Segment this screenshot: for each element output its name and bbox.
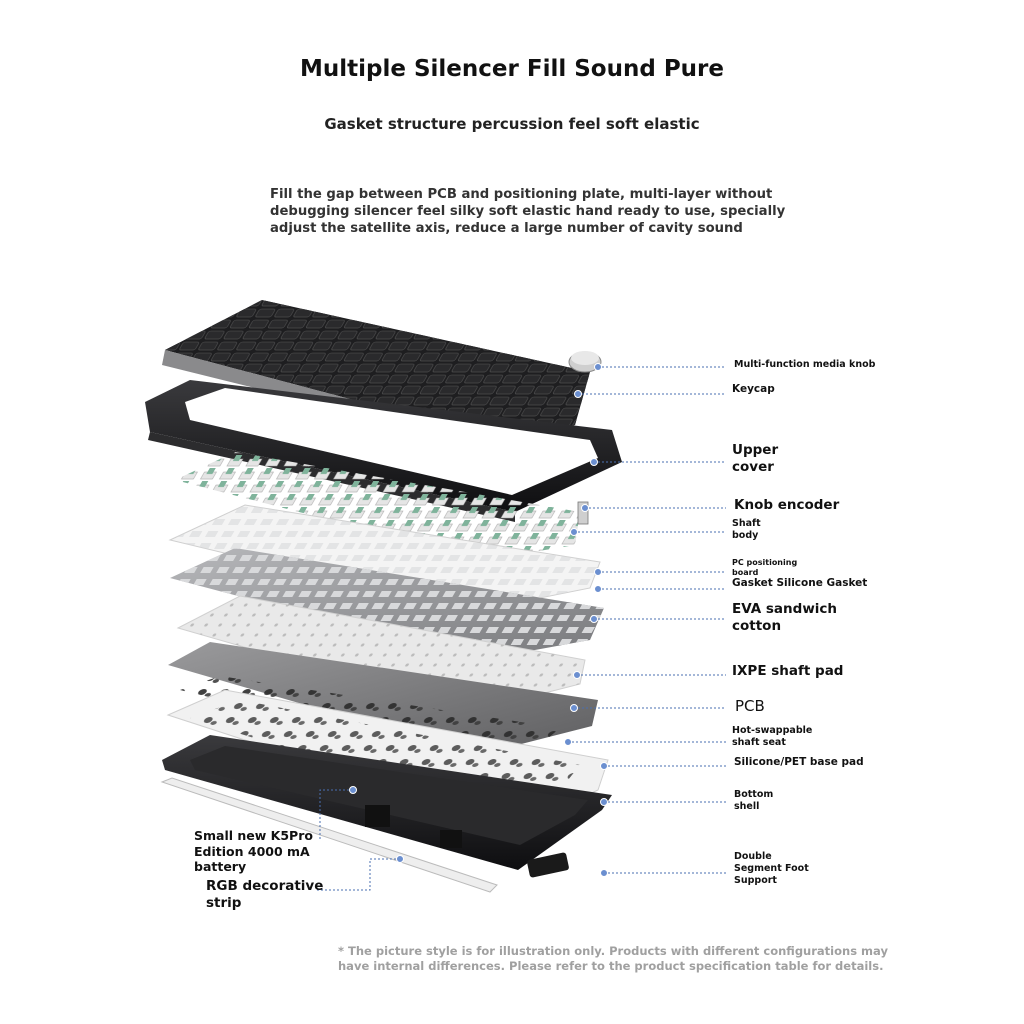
label-upper-cover — [732, 442, 778, 476]
description-line: adjust the satellite axis, reduce a large number of cavity sound — [270, 221, 743, 236]
label-line: battery — [194, 859, 247, 874]
label-line: cover — [732, 459, 774, 475]
label-rgb-decorative-strip — [206, 878, 323, 912]
footnote-line: * The picture style is for illustration only. Products with different configurations may — [338, 944, 888, 958]
label-line: Upper — [732, 442, 779, 458]
label-line: Edition 4000 mA — [194, 843, 310, 859]
label-multi-function-media-knob: Multi-function media knob — [734, 359, 876, 370]
page-title: Multiple Silencer Fill Sound Pure — [300, 56, 724, 82]
label-keycap: Keycap — [732, 383, 775, 395]
description-line: Fill the gap between PCB and positioning plate, multi-layer without — [270, 187, 773, 202]
label-line: PC positioning — [732, 558, 798, 567]
label-line: Segment Foot — [734, 863, 809, 874]
footnote — [338, 944, 938, 974]
label-bottom-shell — [734, 789, 773, 813]
label-line: Hot-swappable — [732, 725, 813, 736]
label-silicone-pet-base-pad: Silicone/PET base pad — [734, 756, 864, 768]
label-line: strip — [206, 895, 242, 911]
label-knob-encoder: Knob encoder — [734, 497, 840, 513]
label-gasket-silicone-gasket: Gasket Silicone Gasket — [732, 577, 868, 589]
label-double-segment-foot-support — [734, 851, 809, 887]
label-line: body — [732, 530, 759, 541]
battery-icon — [365, 805, 390, 827]
label-shaft-body — [732, 518, 761, 542]
label-line: Support — [734, 875, 777, 886]
label-hot-swappable-shaft-seat — [732, 725, 812, 749]
label-eva-sandwich-cotton — [732, 601, 837, 635]
label-line: board — [732, 568, 759, 577]
description-line: debugging silencer feel silky soft elastic hand ready to use, specially — [270, 204, 786, 219]
label-line: EVA sandwich — [732, 601, 838, 617]
label-line: RGB decorative — [206, 878, 324, 894]
page-subtitle: Gasket structure percussion feel soft elastic — [324, 115, 700, 133]
label-line: shaft seat — [732, 737, 786, 748]
label-line: Double — [734, 851, 772, 862]
label-battery — [194, 828, 313, 875]
footnote-line: have internal differences. Please refer to the product specification table for details. — [338, 959, 884, 973]
label-pcb: PCB — [735, 697, 765, 715]
label-pc-positioning-board — [732, 558, 797, 578]
label-line: shell — [734, 801, 760, 812]
label-line: Small new K5Pro — [194, 828, 313, 843]
label-line: Bottom — [734, 789, 774, 800]
label-line: Shaft — [732, 518, 761, 529]
label-ixpe-shaft-pad: IXPE shaft pad — [732, 663, 844, 679]
label-line: cotton — [732, 618, 782, 634]
